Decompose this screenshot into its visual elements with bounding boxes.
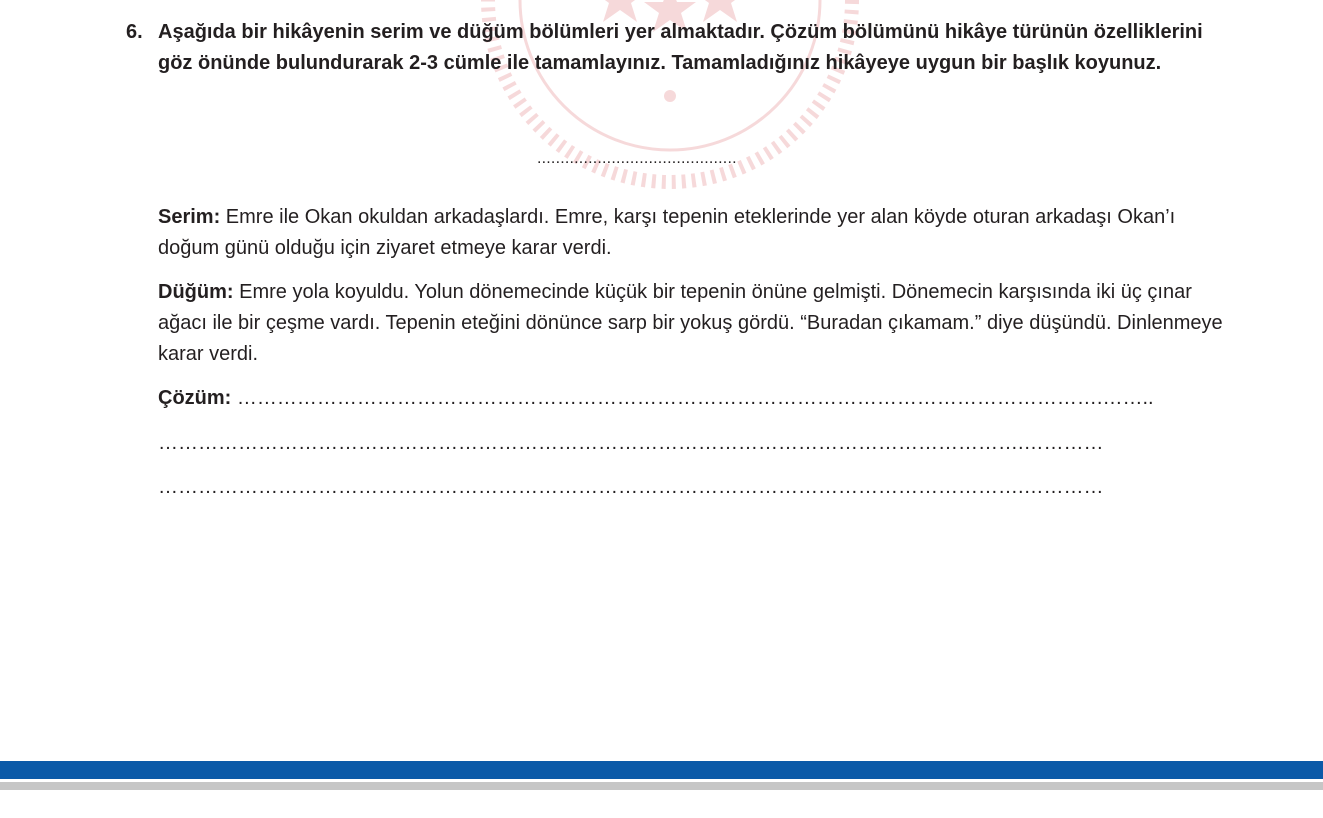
serim-text: Emre ile Okan okuldan arkadaşlardı. Emre, karşı tepenin eteklerinde yer alan köyde oturan arkadaşı Okan’ı doğum günü olduğu için ziyaret etmeye karar verdi.	[158, 206, 1176, 259]
question-number: 6.	[126, 21, 143, 43]
title-blank[interactable]: ...........................................	[537, 150, 737, 167]
answer-line[interactable]: ………………………………………………………………………………………………………………….…………	[158, 476, 1104, 498]
serim-label: Serim:	[158, 206, 221, 228]
footer-blue-bar	[0, 761, 1323, 779]
cozum-line[interactable]	[158, 383, 1154, 414]
question-prompt: Aşağıda bir hikâyenin serim ve düğüm bölümleri yer almaktadır. Çözüm bölümünü hikâye türünün özelliklerini göz önünde bulundurarak 2-3 cümle ile tamamlayınız. Tamamladığınız hikâyeye uygun bir başlık koyunuz.	[158, 21, 1203, 74]
cozum-label: Çözüm:	[158, 387, 232, 409]
dugum-label: Düğüm:	[158, 281, 234, 303]
footer-gray-bar	[0, 782, 1323, 790]
serim-paragraph	[158, 202, 1228, 264]
answer-line[interactable]: ………………………………………………………………………………………………………………….…………	[158, 432, 1104, 454]
dugum-text: Emre yola koyuldu. Yolun dönemecinde küçük bir tepenin önüne gelmişti. Dönemecin karşısında iki üç çınar ağacı ile bir çeşme vardı. Tepenin eteğini dönünce sarp bir yokuş gördü. “Buradan çıkamam.” diye düşündü. Dinlenmeye karar verdi.	[158, 281, 1223, 365]
cozum-dots: ………………………………………………………………………………………………………………….……..	[231, 387, 1154, 409]
dugum-paragraph	[158, 277, 1228, 370]
